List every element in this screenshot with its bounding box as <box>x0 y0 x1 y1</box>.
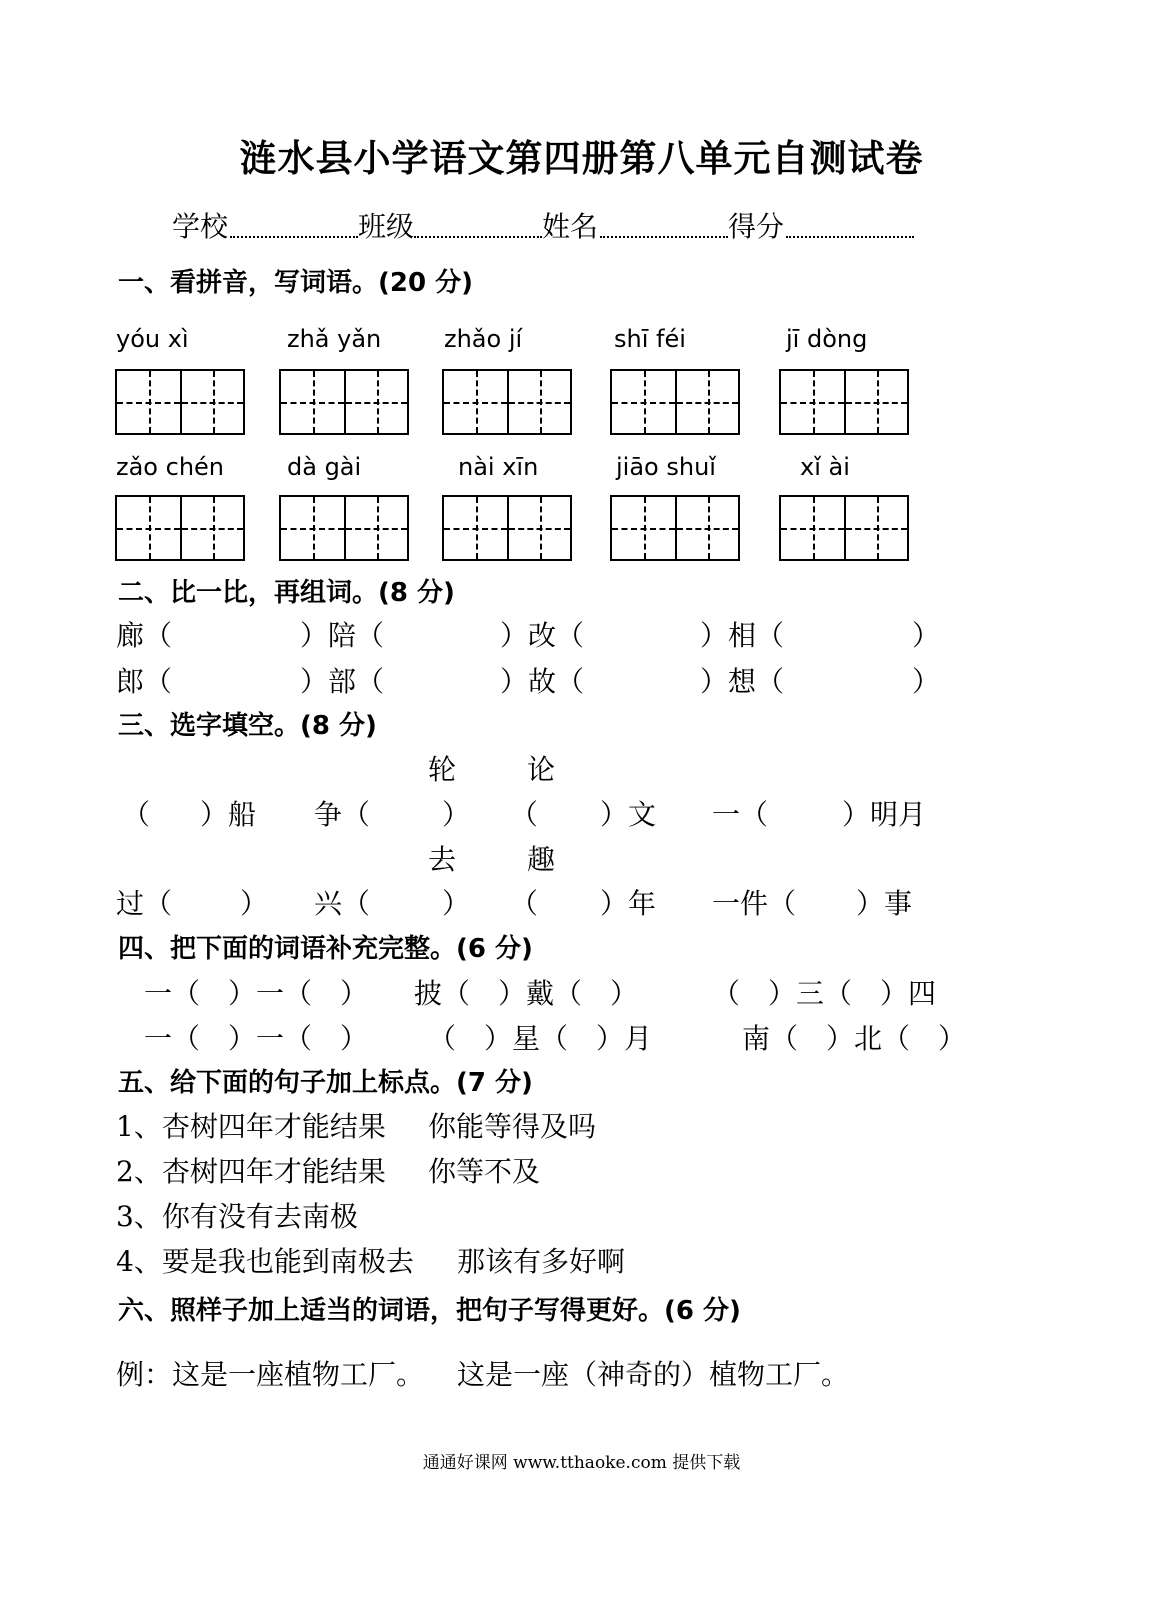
idiom-item: 一（ ）一（ ） <box>144 1022 369 1055</box>
score-label: 得分 <box>728 210 785 243</box>
writing-grid[interactable] <box>279 369 409 435</box>
pinyin-2-4: jiāo shuǐ <box>616 453 716 481</box>
idiom-item: 披（ ）戴（ ） <box>414 977 639 1010</box>
fill-item: ）事 <box>856 887 913 920</box>
compare-item: ）改（ <box>500 619 585 652</box>
fill-item: 争（ <box>314 798 371 831</box>
section3-heading: 三、选字填空。(8 分) <box>118 711 377 741</box>
sentence-item: 4、要是我也能到南极去 <box>116 1245 414 1278</box>
name-label: 姓名 <box>542 210 599 243</box>
fill-item: （ <box>510 887 539 920</box>
pinyin-2-2: dà gài <box>287 453 362 481</box>
pinyin-2-3: nài xīn <box>458 453 539 481</box>
sentence-item: 你等不及 <box>428 1155 541 1188</box>
pinyin-1-1: yóu xì <box>116 325 189 353</box>
sentence-item: 1、杏树四年才能结果 <box>116 1110 386 1143</box>
char-choice: 轮 <box>428 753 457 786</box>
fill-item: 一（ <box>712 798 769 831</box>
compare-item: 郎（ <box>116 665 173 698</box>
writing-grid[interactable] <box>115 495 245 561</box>
pinyin-2-1: zǎo chén <box>116 453 224 481</box>
writing-grid[interactable] <box>779 495 909 561</box>
fill-item: 一件（ <box>712 887 797 920</box>
compare-item: ）想（ <box>700 665 785 698</box>
section5-heading: 五、给下面的句子加上标点。(7 分) <box>118 1068 533 1098</box>
sentence-item: 你能等得及吗 <box>428 1110 597 1143</box>
fill-item: ）年 <box>600 887 657 920</box>
compare-item: ）故（ <box>500 665 585 698</box>
char-choice: 去 <box>428 843 457 876</box>
example-answer: 这是一座（神奇的）植物工厂。 <box>457 1358 850 1391</box>
compare-item: ）陪（ <box>300 619 385 652</box>
compare-item: 廊（ <box>116 619 173 652</box>
school-blank[interactable] <box>230 206 358 238</box>
fill-item: ） <box>442 887 471 920</box>
compare-item: ）相（ <box>700 619 785 652</box>
example-sentence: 例：这是一座植物工厂。 <box>116 1358 425 1391</box>
char-choice: 论 <box>527 753 556 786</box>
fill-item: 兴（ <box>314 887 371 920</box>
fill-item: ） <box>240 887 269 920</box>
fill-item: 过（ <box>116 887 173 920</box>
school-label: 学校 <box>172 210 229 243</box>
fill-item: ） <box>442 798 471 831</box>
class-blank[interactable] <box>414 206 542 238</box>
sentence-item: 那该有多好啊 <box>457 1245 626 1278</box>
name-blank[interactable] <box>600 206 728 238</box>
idiom-item: 南（ ）北（ ） <box>742 1022 967 1055</box>
idiom-item: 一（ ）一（ ） <box>144 977 369 1010</box>
pinyin-1-5: jī dòng <box>786 325 868 353</box>
writing-grid[interactable] <box>610 495 740 561</box>
writing-grid[interactable] <box>610 369 740 435</box>
class-label: 班级 <box>358 210 415 243</box>
sentence-item: 2、杏树四年才能结果 <box>116 1155 386 1188</box>
pinyin-1-2: zhǎ yǎn <box>287 325 382 353</box>
writing-grid[interactable] <box>442 369 572 435</box>
page-title: 涟水县小学语文第四册第八单元自测试卷 <box>239 137 924 180</box>
writing-grid[interactable] <box>115 369 245 435</box>
section1-heading: 一、看拼音，写词语。(20 分) <box>118 268 473 298</box>
sentence-item: 3、你有没有去南极 <box>116 1200 358 1233</box>
idiom-item: （ ）星（ ）月 <box>428 1022 653 1055</box>
compare-item: ）部（ <box>300 665 385 698</box>
pinyin-1-4: shī féi <box>614 325 686 353</box>
writing-grid[interactable] <box>442 495 572 561</box>
fill-item: ）船 <box>200 798 257 831</box>
section4-heading: 四、把下面的词语补充完整。(6 分) <box>118 934 533 964</box>
section2-heading: 二、比一比，再组词。(8 分) <box>118 578 455 608</box>
section6-heading: 六、照样子加上适当的词语，把句子写得更好。(6 分) <box>118 1296 741 1326</box>
fill-item: ）文 <box>600 798 657 831</box>
pinyin-1-3: zhǎo jí <box>444 325 523 353</box>
compare-item: ） <box>912 619 941 652</box>
writing-grid[interactable] <box>279 495 409 561</box>
score-blank[interactable] <box>786 206 914 238</box>
writing-grid[interactable] <box>779 369 909 435</box>
footer-source: 通通好课网 www.tthaoke.com 提供下载 <box>422 1453 741 1473</box>
fill-item: ）明月 <box>842 798 927 831</box>
idiom-item: （ ）三（ ）四 <box>712 977 937 1010</box>
char-choice: 趣 <box>527 843 556 876</box>
fill-item: （ <box>510 798 539 831</box>
compare-item: ） <box>912 665 941 698</box>
pinyin-2-5: xǐ ài <box>800 453 850 481</box>
fill-item: （ <box>122 798 151 831</box>
